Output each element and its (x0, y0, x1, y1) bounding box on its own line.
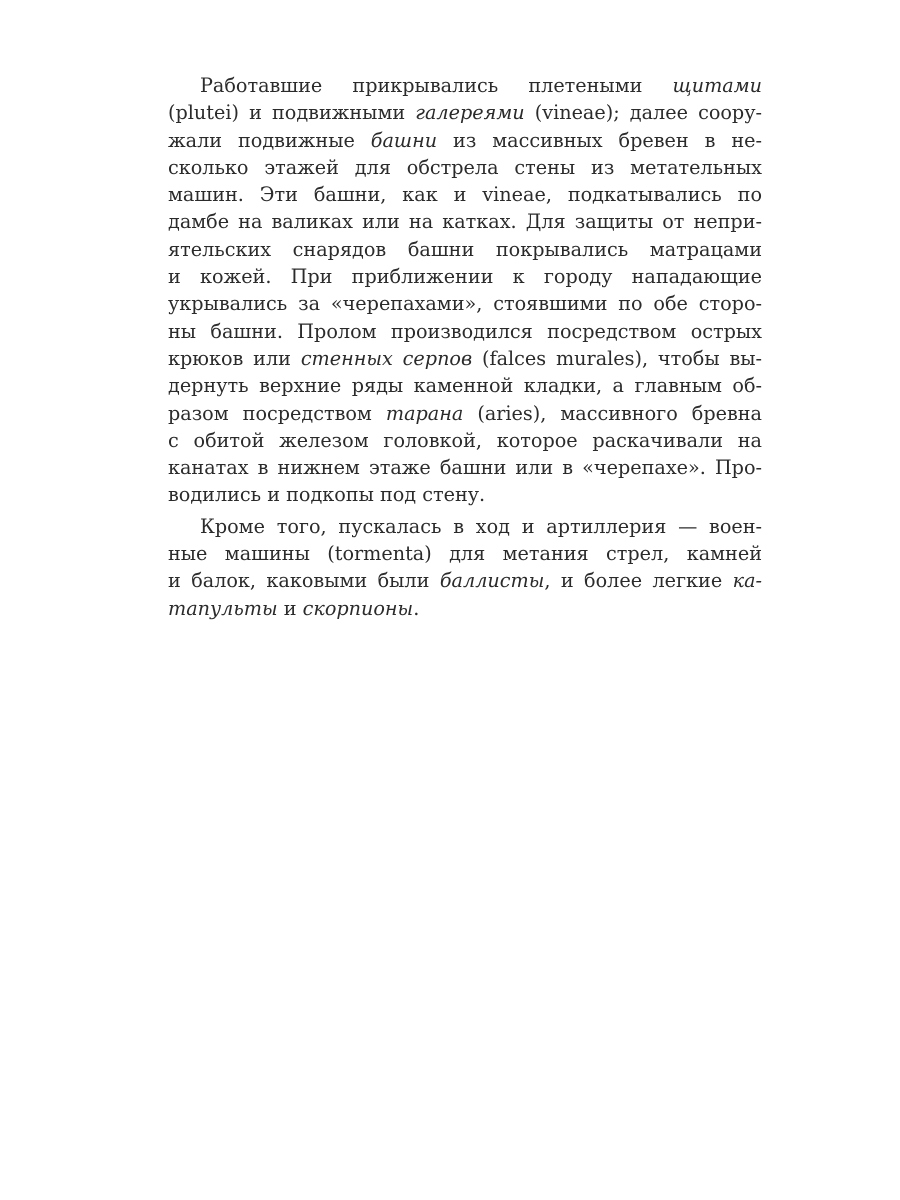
text-line (168, 345, 762, 372)
text-run: ны башни. Пролом производился посредством острых (168, 319, 762, 343)
text-line (168, 154, 762, 181)
italic-term: скорпионы (302, 596, 414, 620)
text-line (168, 595, 762, 622)
text-line (168, 236, 762, 263)
text-run: Кроме того, пускалась в ход и артиллерия — воен- (200, 514, 762, 538)
italic-term: баллисты (439, 569, 545, 593)
text-line (168, 208, 762, 235)
text-line (168, 99, 762, 126)
text-run: дернуть верхние ряды каменной кладки, а главным об- (168, 374, 762, 398)
italic-term: стенных серпов (300, 346, 473, 370)
text-run: дамбе на валиках или на катках. Для защиты от непри- (168, 210, 762, 234)
text-run: машин. Эти башни, как и vineae, подкатывались по (168, 183, 762, 207)
text-run: ятельских снарядов башни покрывались матрацами (168, 237, 762, 261)
text-line (168, 454, 762, 481)
text-line (168, 372, 762, 399)
text-run: жали подвижные (168, 128, 371, 152)
text-line (168, 567, 762, 594)
italic-term: ка- (732, 569, 762, 593)
text-line (168, 400, 762, 427)
text-run: и (277, 596, 303, 620)
italic-term: щитами (672, 74, 762, 97)
text-run: и балок, каковыми были (168, 569, 440, 593)
text-run: водились и подкопы под стену. (168, 483, 486, 507)
text-run: разом посредством (168, 401, 386, 425)
italic-term: галереями (415, 101, 525, 125)
text-line (168, 290, 762, 317)
text-run: Работавшие прикрывались плетеными (200, 74, 673, 97)
text-run: сколько этажей для обстрела стены из метательных (168, 155, 762, 179)
text-line (168, 127, 762, 154)
text-run: и кожей. При приближении к городу нападающие (168, 265, 762, 289)
text-line (168, 72, 762, 99)
text-run: (vineae); далее соору- (524, 101, 762, 125)
text-run: из массивных бревен в не- (437, 128, 762, 152)
text-run: с обитой железом головкой, которое раскачивали на (168, 428, 762, 452)
body-text (168, 72, 762, 622)
text-run: ные машины (tormenta) для метания стрел, камней (168, 542, 762, 566)
text-run: (falces murales), чтобы вы- (472, 346, 763, 370)
italic-term: башни (370, 128, 438, 152)
italic-term: тарана (385, 401, 464, 425)
text-run: канатах в нижнем этаже башни или в «черепахе». Про- (168, 456, 762, 480)
text-run: (plutei) и подвижными (168, 101, 416, 125)
text-run: , и более легкие (544, 569, 733, 593)
text-run: крюков или (168, 346, 301, 370)
text-line (168, 427, 762, 454)
text-line (168, 481, 762, 508)
text-line (168, 318, 762, 345)
paragraph (168, 513, 762, 622)
text-line (168, 263, 762, 290)
paragraph (168, 72, 762, 509)
text-run: (aries), массивного бревна (463, 401, 762, 425)
text-line (168, 540, 762, 567)
italic-term: тапульты (168, 596, 278, 620)
text-run: . (413, 596, 420, 620)
text-line (168, 181, 762, 208)
text-line (168, 513, 762, 540)
text-run: укрывались за «черепахами», стоявшими по обе сторо- (168, 292, 762, 316)
